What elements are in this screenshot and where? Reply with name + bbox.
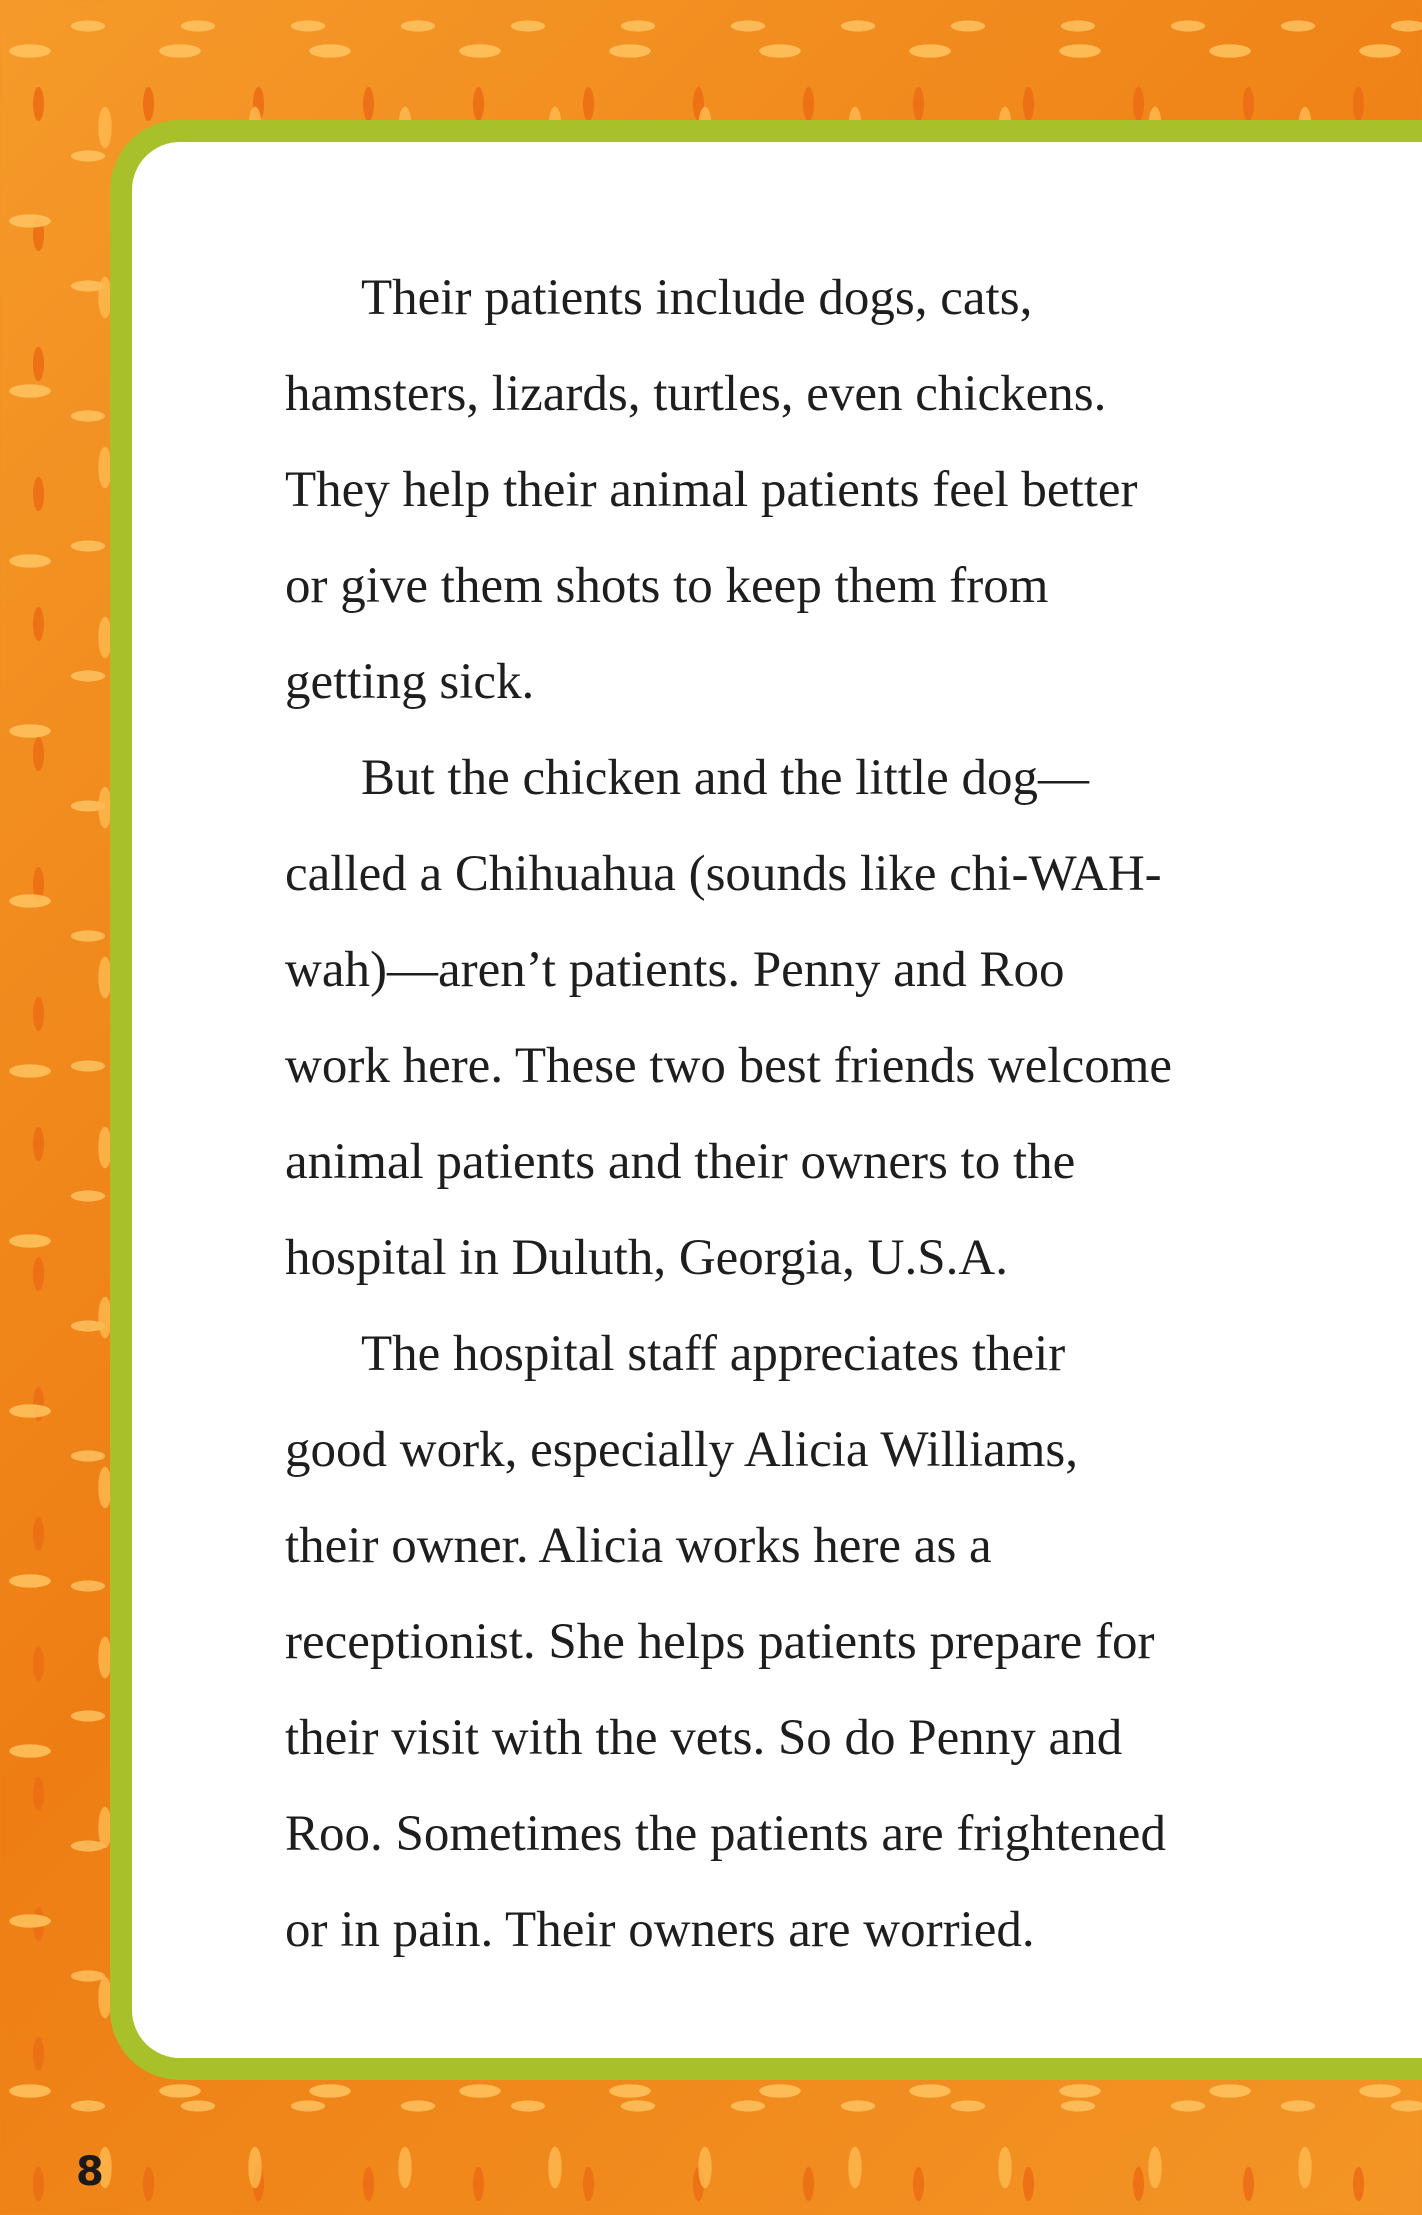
text-line: work here. These two best friends welcome: [285, 1038, 1173, 1094]
text-line: animal patients and their owners to the: [285, 1134, 1076, 1190]
text-line: But the chicken and the little dog—: [361, 750, 1089, 806]
text-line: called a Chihuahua (sounds like chi-WAH-: [285, 846, 1162, 902]
text-line: Roo. Sometimes the patients are frightened: [285, 1806, 1166, 1862]
text-line: their visit with the vets. So do Penny and: [285, 1710, 1123, 1766]
text-line: or give them shots to keep them from: [285, 558, 1049, 614]
text-line: They help their animal patients feel better: [285, 462, 1138, 518]
page-number: 8: [76, 2149, 104, 2195]
text-line: receptionist. She helps patients prepare for: [285, 1614, 1155, 1670]
text-line: Their patients include dogs, cats,: [361, 270, 1033, 326]
text-line: good work, especially Alicia Williams,: [285, 1422, 1079, 1478]
text-line: hospital in Duluth, Georgia, U.S.A.: [285, 1230, 1008, 1286]
text-line: wah)—aren’t patients. Penny and Roo: [285, 942, 1065, 998]
paragraph-2: [285, 730, 1295, 1306]
text-line: hamsters, lizards, turtles, even chickens.: [285, 366, 1107, 422]
text-line: their owner. Alicia works here as a: [285, 1518, 992, 1574]
text-line: The hospital staff appreciates their: [361, 1326, 1066, 1382]
paragraph-1: [285, 250, 1295, 730]
text-line: getting sick.: [285, 654, 535, 710]
body-text: [285, 250, 1295, 1978]
text-line: or in pain. Their owners are worried.: [285, 1902, 1035, 1958]
paragraph-3: [285, 1306, 1295, 1978]
